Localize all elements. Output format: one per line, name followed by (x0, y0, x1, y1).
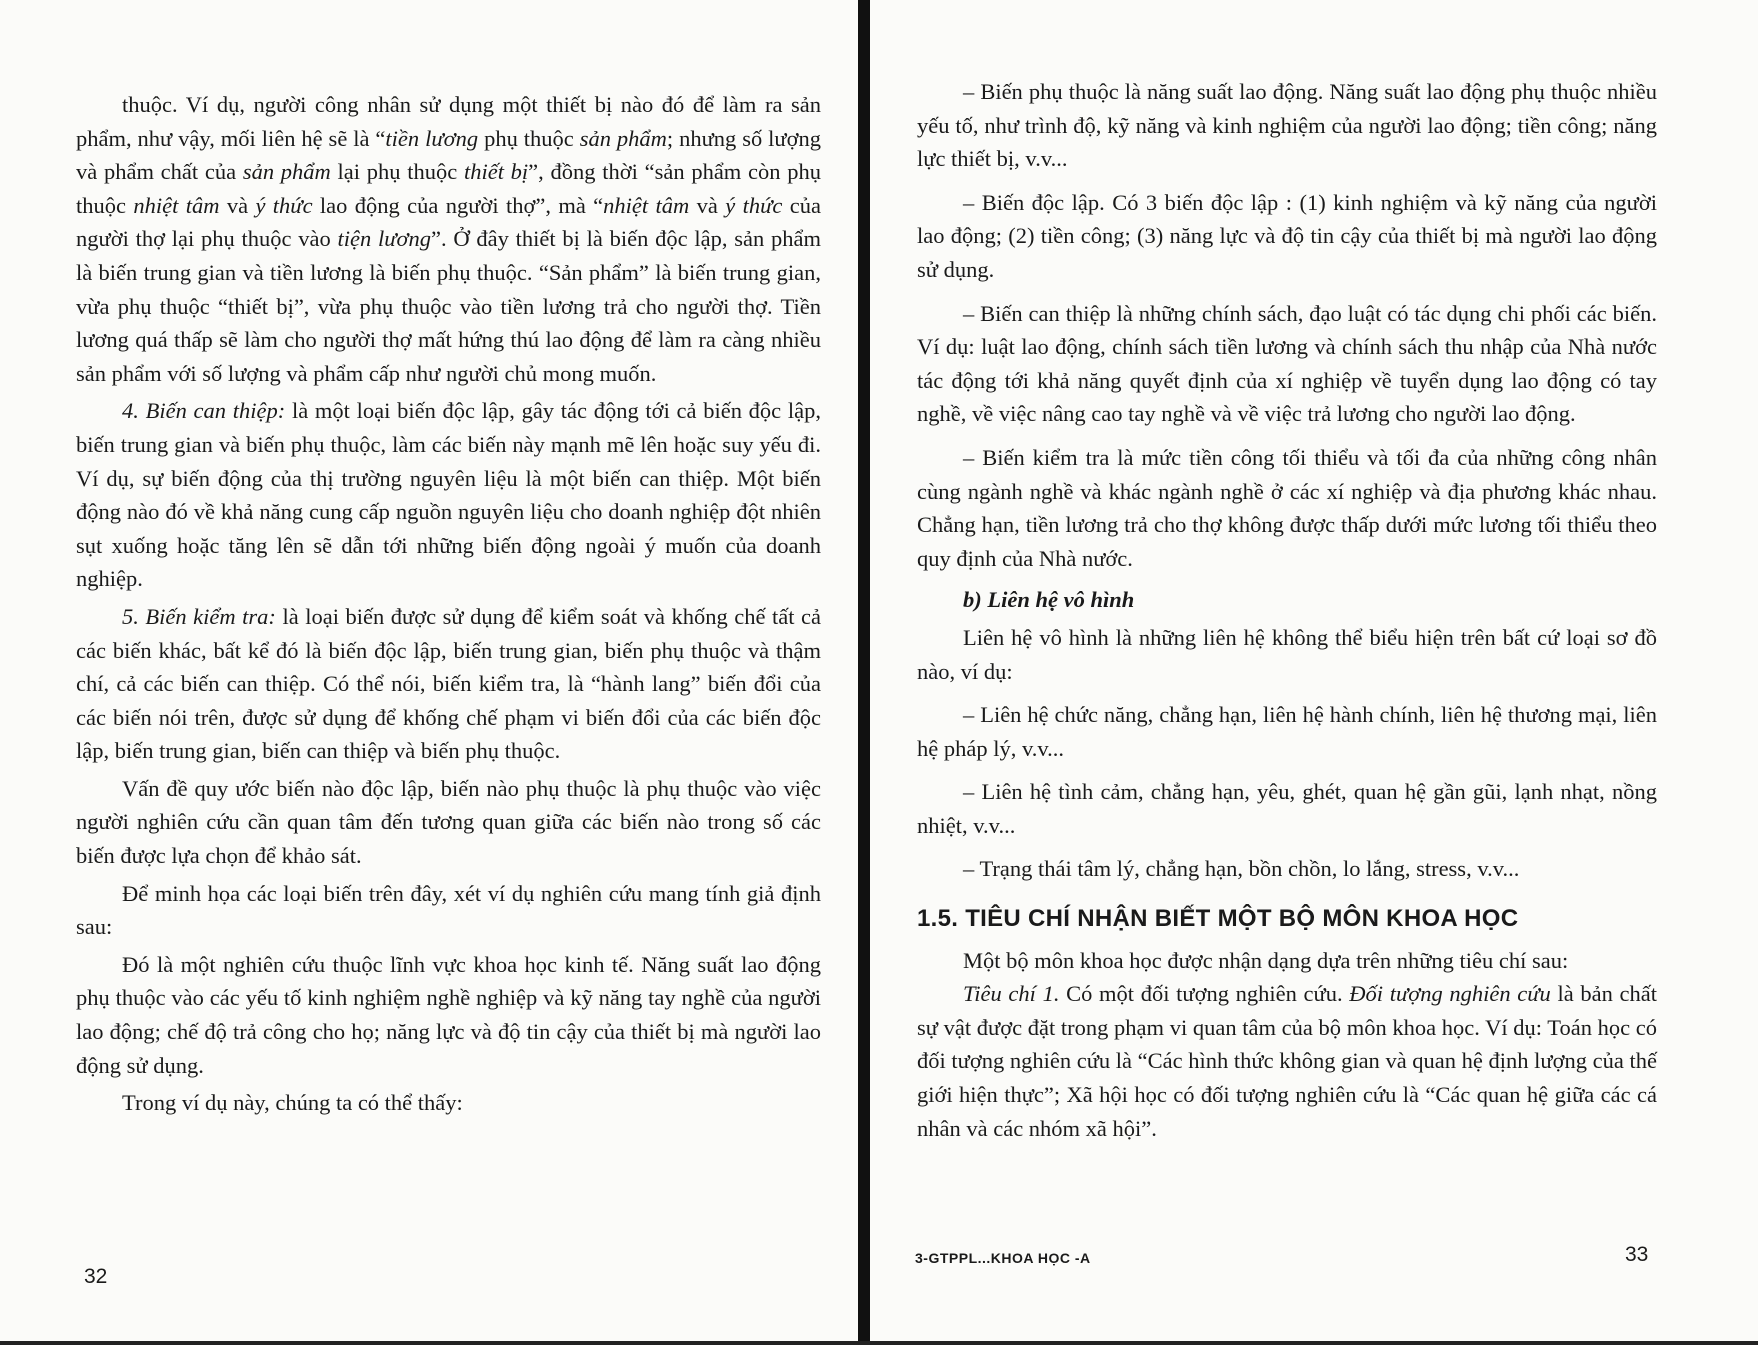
paragraph (76, 1086, 821, 1120)
text-run: ; nhưng số lượng và phẩm chất của (76, 125, 821, 185)
text-run: là bản chất sự vật được đặt trong phạm vi quan tâm của bộ môn khoa học. Ví dụ: Toán học có đối tượng nghiên cứu là “Các hình thức không gian và quan hệ định lượng của thế giới hiện thực”; Xã hội học có đối tượng nghiên cứu là “Các quan hệ giữa các cá nhân và các nhóm xã hội”. (917, 981, 1658, 1141)
paragraph (76, 88, 821, 390)
text-run: – Biến can thiệp là những chính sách, đạo luật có tác dụng chi phối các biến. Ví dụ: luật lao động, chính sách tiền lương và chính sách thu nhập của Nhà nước tác động tới khả năng quyết định của xí nghiệp về tuyển dụng lao động có tay nghề, về việc nâng cao tay nghề và về việc trả lương cho người lao động. (917, 300, 1657, 427)
italic-run: ý thức (725, 192, 783, 218)
right-page (870, 0, 1758, 1345)
paragraph (917, 297, 1657, 431)
book-spine (858, 0, 870, 1345)
paragraph (76, 394, 821, 596)
right-paragraphs-after (917, 944, 1657, 1146)
text-run: Để minh họa các loại biến trên đây, xét ví dụ nghiên cứu mang tính giả định sau: (76, 880, 821, 940)
bottom-edge (0, 1341, 1758, 1345)
text-run: – Liên hệ tình cảm, chẳng hạn, yêu, ghét, quan hệ gần gũi, lạnh nhạt, nồng nhiệt, v.v... (917, 779, 1657, 838)
text-run: Đó là một nghiên cứu thuộc lĩnh vực khoa học kinh tế. Năng suất lao động phụ thuộc vào các yếu tố kinh nghiệm nghề nghiệp và kỹ năng tay nghề của người lao động; chế độ trả công cho họ; năng lực và độ tin cậy của thiết bị mà người lao động sử dụng. (76, 951, 821, 1078)
paragraph (917, 852, 1657, 886)
italic-run: tiền lương (385, 125, 479, 151)
italic-run: Đối tượng nghiên cứu (1349, 981, 1551, 1007)
italic-run: 4. Biến can thiệp: (122, 398, 286, 424)
italic-run: sản phẩm (242, 159, 331, 185)
paragraph (917, 977, 1657, 1145)
paragraph (917, 186, 1657, 287)
paragraph (917, 75, 1657, 176)
text-run: là một loại biến độc lập, gây tác động tới cả biến độc lập, biến trung gian và biến phụ thuộc, làm các biến này mạnh mẽ lên hoặc suy yếu đi. Ví dụ, sự biến động của thị trường nguyên liệu là một biến can thiệp. Một biến động nào đó về khả năng cung cấp nguồn nguyên liệu cho doanh nghiệp đột nhiên sụt xuống hoặc tăng lên sẽ dẫn tới những biến động ngoài ý muốn của doanh nghiệp. (76, 398, 821, 592)
text-run: lao động của người thợ”, mà “ (312, 192, 604, 218)
subheading-lien-he-vo-hinh: b) Liên hệ vô hình (963, 587, 1135, 613)
paragraph (917, 944, 1657, 978)
italic-run: thiết bị (463, 159, 529, 185)
text-run: Trong ví dụ này, chúng ta có thể thấy: (122, 1090, 463, 1116)
text-run: ”, đồng thời “sản phẩm còn phụ thuộc (76, 159, 821, 218)
paragraph (76, 877, 821, 944)
text-run: – Trạng thái tâm lý, chẳng hạn, bồn chồn, lo lắng, stress, v.v... (963, 856, 1520, 882)
text-run: Liên hệ vô hình là những liên hệ không thể biểu hiện trên bất cứ loại sơ đồ nào, ví dụ: (917, 624, 1657, 684)
right-page-number: 33 (1625, 1243, 1649, 1266)
paragraph (917, 775, 1657, 842)
italic-run: Tiêu chí 1. (963, 981, 1060, 1007)
right-page-body (917, 75, 1657, 1145)
italic-run: tiện lương (337, 226, 432, 252)
section-heading-1-5: 1.5. TIÊU CHÍ NHẬN BIẾT MỘT BỘ MÔN KHOA HỌC (917, 905, 1519, 933)
paragraph (76, 948, 821, 1082)
text-run: và (219, 192, 256, 218)
italic-run: nhiệt tâm (603, 192, 690, 218)
italic-run: nhiệt tâm (133, 192, 220, 218)
text-run: – Biến phụ thuộc là năng suất lao động. Năng suất lao động phụ thuộc nhiều yếu tố, như trình độ, kỹ năng và kinh nghiệm của người lao động; tiền công; năng lực thiết bị, v.v... (917, 79, 1657, 172)
text-run: ”. Ở đây thiết bị là biến độc lập, sản phẩm là biến trung gian và tiền lương là biến phụ thuộc. “Sản phẩm” là biến trung gian, vừa phụ thuộc “thiết bị”, vừa phụ thuộc vào tiền lương trả cho người thợ. Tiền lương quá thấp sẽ làm cho người thợ mất hứng thú lao động để làm ra càng nhiều sản phẩm với số lượng và phẩm cấp như người chủ mong muốn. (76, 226, 821, 386)
text-run: và (689, 192, 726, 218)
text-run: – Liên hệ chức năng, chẳng hạn, liên hệ hành chính, liên hệ thương mại, liên hệ pháp lý, v.v... (917, 702, 1657, 761)
text-run: Vấn đề quy ước biến nào độc lập, biến nào phụ thuộc là phụ thuộc vào việc người nghiên cứu cần quan tâm đến tương quan giữa các biến nào trong số các biến được lựa chọn để khảo sát. (76, 775, 821, 869)
text-run: Một bộ môn khoa học được nhận dạng dựa trên những tiêu chí sau: (963, 947, 1569, 973)
text-run: lại phụ thuộc (330, 159, 464, 185)
paragraph (917, 621, 1657, 688)
paragraph (76, 600, 821, 768)
text-run: là loại biến được sử dụng để kiểm soát và khống chế tất cả các biến khác, bất kể đó là biến độc lập, biến trung gian, biến phụ thuộc và thậm chí, cả các biến can thiệp. Có thể nói, biến kiểm tra, là “hành lang” biến đổi của các biến nói trên, được sử dụng để khống chế phạm vi biến đổi của các biến độc lập, biến trung gian, biến can thiệp và biến phụ thuộc. (76, 603, 821, 764)
paragraph (917, 698, 1657, 765)
text-run: Có một đối tượng nghiên cứu. (1059, 981, 1350, 1007)
left-page-number: 32 (84, 1265, 108, 1288)
paragraph (917, 441, 1657, 575)
footer-code: 3-GTPPL...KHOA HỌC -A (915, 1250, 1091, 1266)
paragraph (76, 772, 821, 873)
text-run: – Biến kiểm tra là mức tiền công tối thiểu và tối đa của những công nhân cùng ngành nghề và khác ngành nghề ở các xí nghiệp và địa phương khác nhau. Chẳng hạn, tiền lương trả cho thợ không được thấp dưới mức lương tối thiểu theo quy định của Nhà nước. (917, 444, 1657, 571)
left-page (0, 0, 858, 1345)
text-run: của người thợ lại phụ thuộc vào (76, 192, 821, 252)
italic-run: 5. Biến kiểm tra: (122, 603, 276, 629)
left-page-body (76, 88, 821, 1120)
text-run: – Biến độc lập. Có 3 biến độc lập : (1) kinh nghiệm và kỹ năng của người lao động; (2) tiền công; (3) năng lực và độ tin cậy của thiết bị mà người lao động sử dụng. (917, 189, 1657, 282)
right-paragraphs-before (917, 75, 1657, 575)
right-paragraphs-middle (917, 621, 1657, 886)
text-run: phụ thuộc (478, 125, 580, 151)
italic-run: sản phẩm (579, 125, 667, 151)
text-run: thuộc. Ví dụ, người công nhân sử dụng một thiết bị nào đó để làm ra sản phẩm, như vậy, mối liên hệ sẽ là “ (76, 92, 821, 151)
italic-run: ý thức (255, 192, 313, 218)
